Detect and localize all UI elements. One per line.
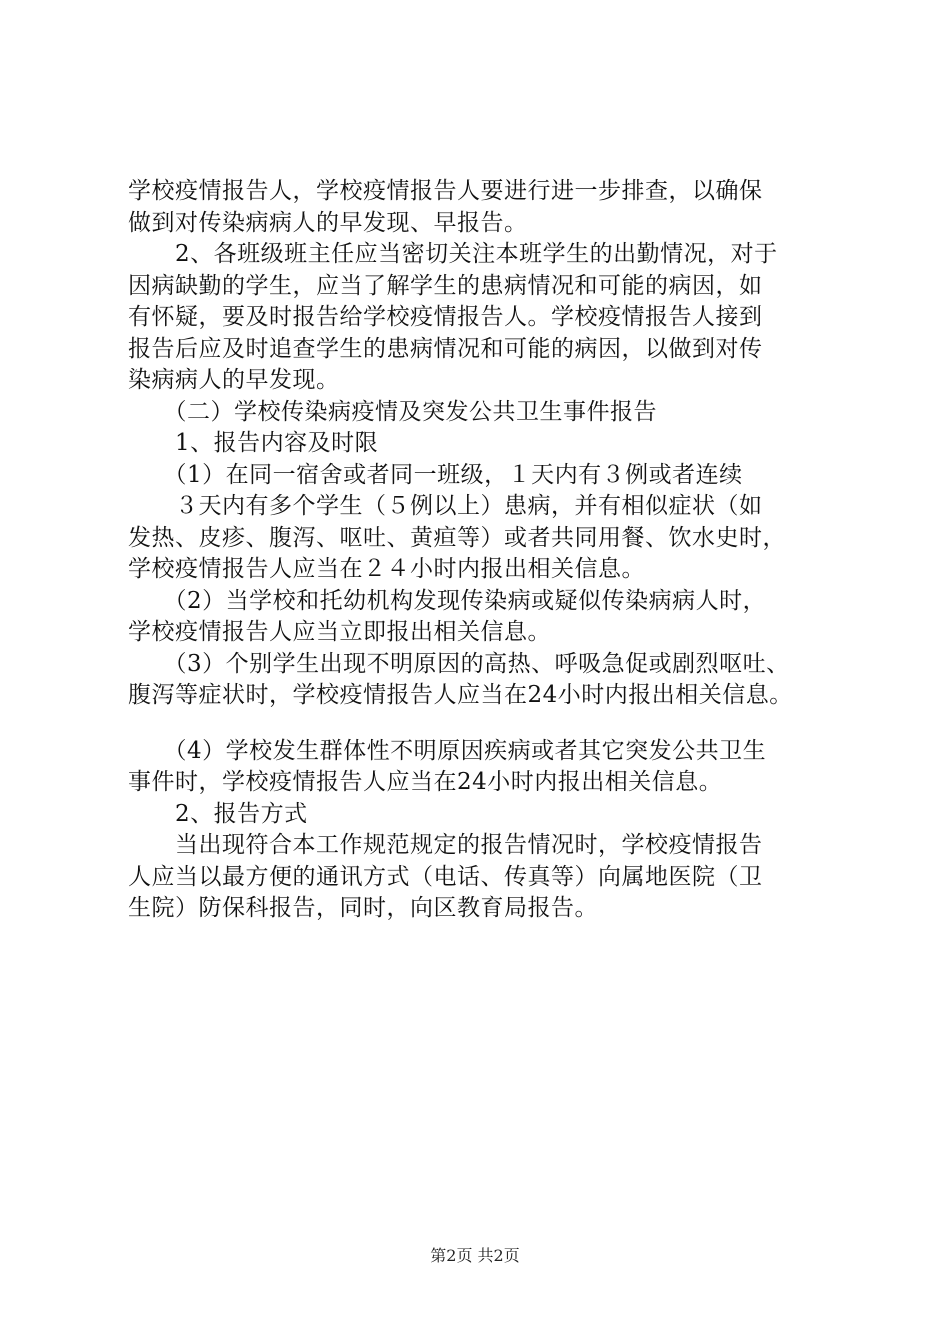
text-line: 做到对传染病病人的早发现、早报告。 [128,209,528,236]
paragraph-gap [128,712,848,736]
text-line: 报告后应及时追查学生的患病情况和可能的病因，以做到对传 [128,335,763,362]
text-line: （3）个别学生出现不明原因的高热、呼吸急促或剧烈呕吐、 [128,650,790,677]
text-line: 人应当以最方便的通讯方式（电话、传真等）向属地医院（卫 [128,863,763,890]
text-line: 2、各班级班主任应当密切关注本班学生的出勤情况，对于 [128,241,778,267]
text-line: 发热、皮疹、腹泻、呕吐、黄疸等）或者共同用餐、饮水史时， [128,524,786,551]
text-line: 腹泻等症状时，学校疫情报告人应当在24小时内报出相关信息。 [128,682,793,708]
text-line: 有怀疑，要及时报告给学校疫情报告人。学校疫情报告人接到 [128,304,763,330]
text-line: 当出现符合本工作规范规定的报告情况时，学校疫情报告 [128,832,763,858]
text-line: 1、报告内容及时限 [128,430,379,456]
text-line: 学校疫情报告人应当在２４小时内报出相关信息。 [128,556,645,582]
text-line: 学校疫情报告人应当立即报出相关信息。 [128,619,551,645]
page-footer: 第2页 共2页 [430,1246,520,1265]
text-line: （二）学校传染病疫情及突发公共卫生事件报告 [128,398,657,425]
text-line: （4）学校发生群体性不明原因疾病或者其它突发公共卫生 [128,737,767,764]
text-line: 2、报告方式 [128,800,308,827]
text-line: 生院）防保科报告，同时，向区教育局报告。 [128,895,598,921]
text-line: ３天内有多个学生（５例以上）患病，并有相似症状（如 [128,493,763,519]
text-line: 染病病人的早发现。 [128,367,340,393]
text-line: 事件时，学校疫情报告人应当在24小时内报出相关信息。 [128,769,723,795]
text-line: 学校疫情报告人，学校疫情报告人要进行进一步排查，以确保 [128,178,763,204]
text-line: （1）在同一宿舍或者同一班级，１天内有３例或者连续 [128,461,743,488]
document-body [128,176,848,925]
text-line: （2）当学校和托幼机构发现传染病或疑似传染病病人时， [128,587,767,614]
text-line: 因病缺勤的学生，应当了解学生的患病情况和可能的病因，如 [128,272,763,299]
